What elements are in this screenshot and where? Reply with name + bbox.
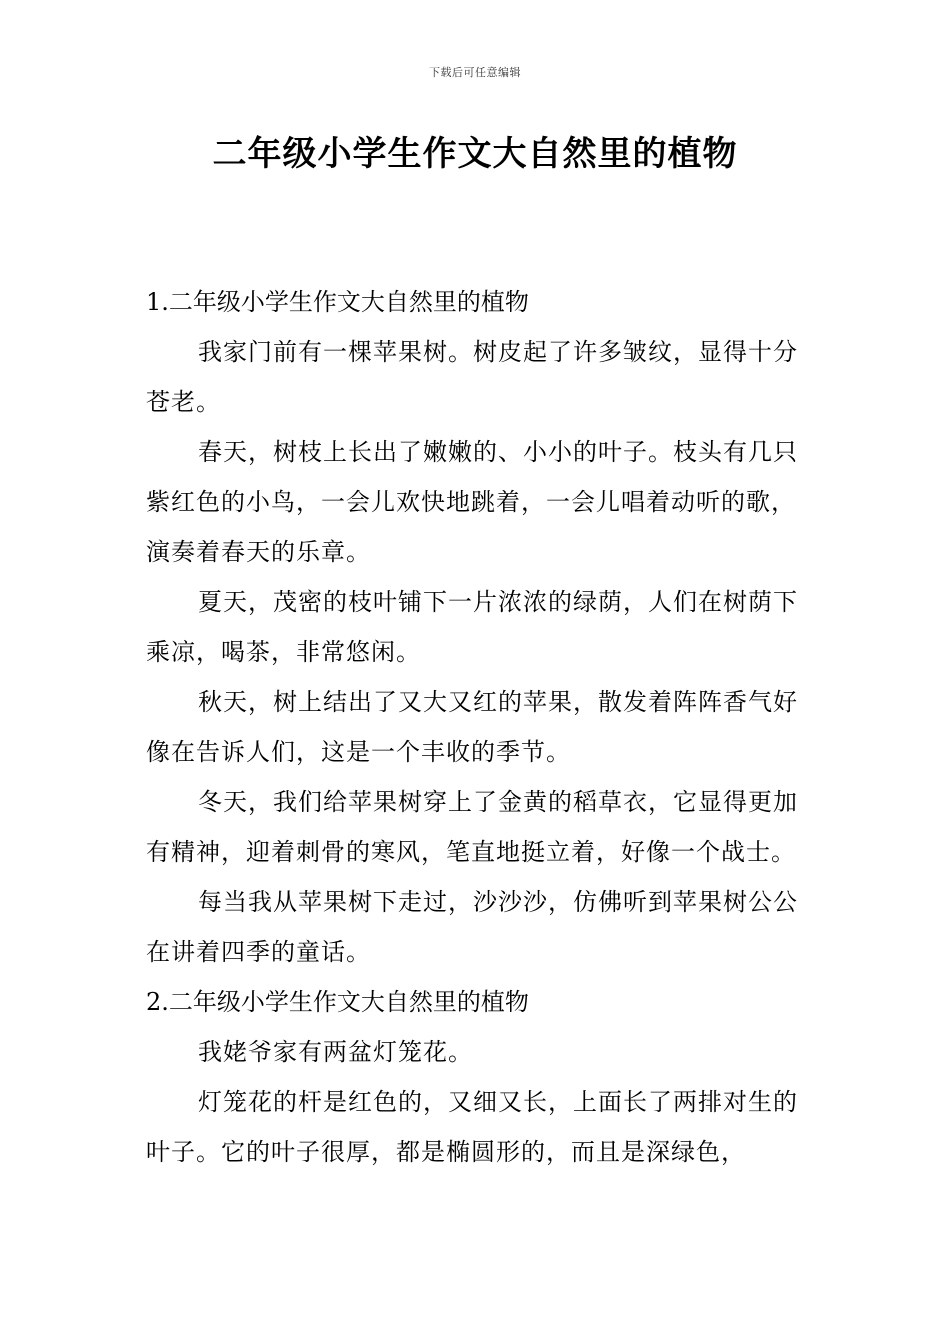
paragraph: 每当我从苹果树下走过，沙沙沙，仿佛听到苹果树公公在讲着四季的童话。 [146, 888, 798, 966]
paragraph: 灯笼花的杆是红色的，又细又长，上面长了两排对生的叶子。它的叶子很厚，都是椭圆形的，而且是深绿色， [146, 1088, 798, 1166]
section-heading-2: 2.二年级小学生作文大自然里的植物 [146, 988, 529, 1016]
paragraph: 我家门前有一棵苹果树。树皮起了许多皱纹，显得十分苍老。 [146, 338, 798, 416]
paragraph: 我姥爷家有两盆灯笼花。 [198, 1038, 473, 1066]
paragraph: 夏天，茂密的枝叶铺下一片浓浓的绿荫，人们在树荫下乘凉，喝茶，非常悠闲。 [146, 588, 798, 666]
header-note: 下载后可任意编辑 [429, 66, 521, 79]
document-body [146, 277, 806, 1177]
section-heading-1: 1.二年级小学生作文大自然里的植物 [146, 288, 529, 316]
paragraph: 秋天，树上结出了又大又红的苹果，散发着阵阵香气好像在告诉人们，这是一个丰收的季节。 [146, 688, 798, 766]
document-title: 二年级小学生作文大自然里的植物 [212, 134, 738, 174]
paragraph: 春天，树枝上长出了嫩嫩的、小小的叶子。枝头有几只紫红色的小鸟，一会儿欢快地跳着，一会儿唱着动听的歌，演奏着春天的乐章。 [146, 438, 798, 566]
paragraph: 冬天，我们给苹果树穿上了金黄的稻草衣，它显得更加有精神，迎着刺骨的寒风，笔直地挺立着，好像一个战士。 [146, 788, 798, 866]
